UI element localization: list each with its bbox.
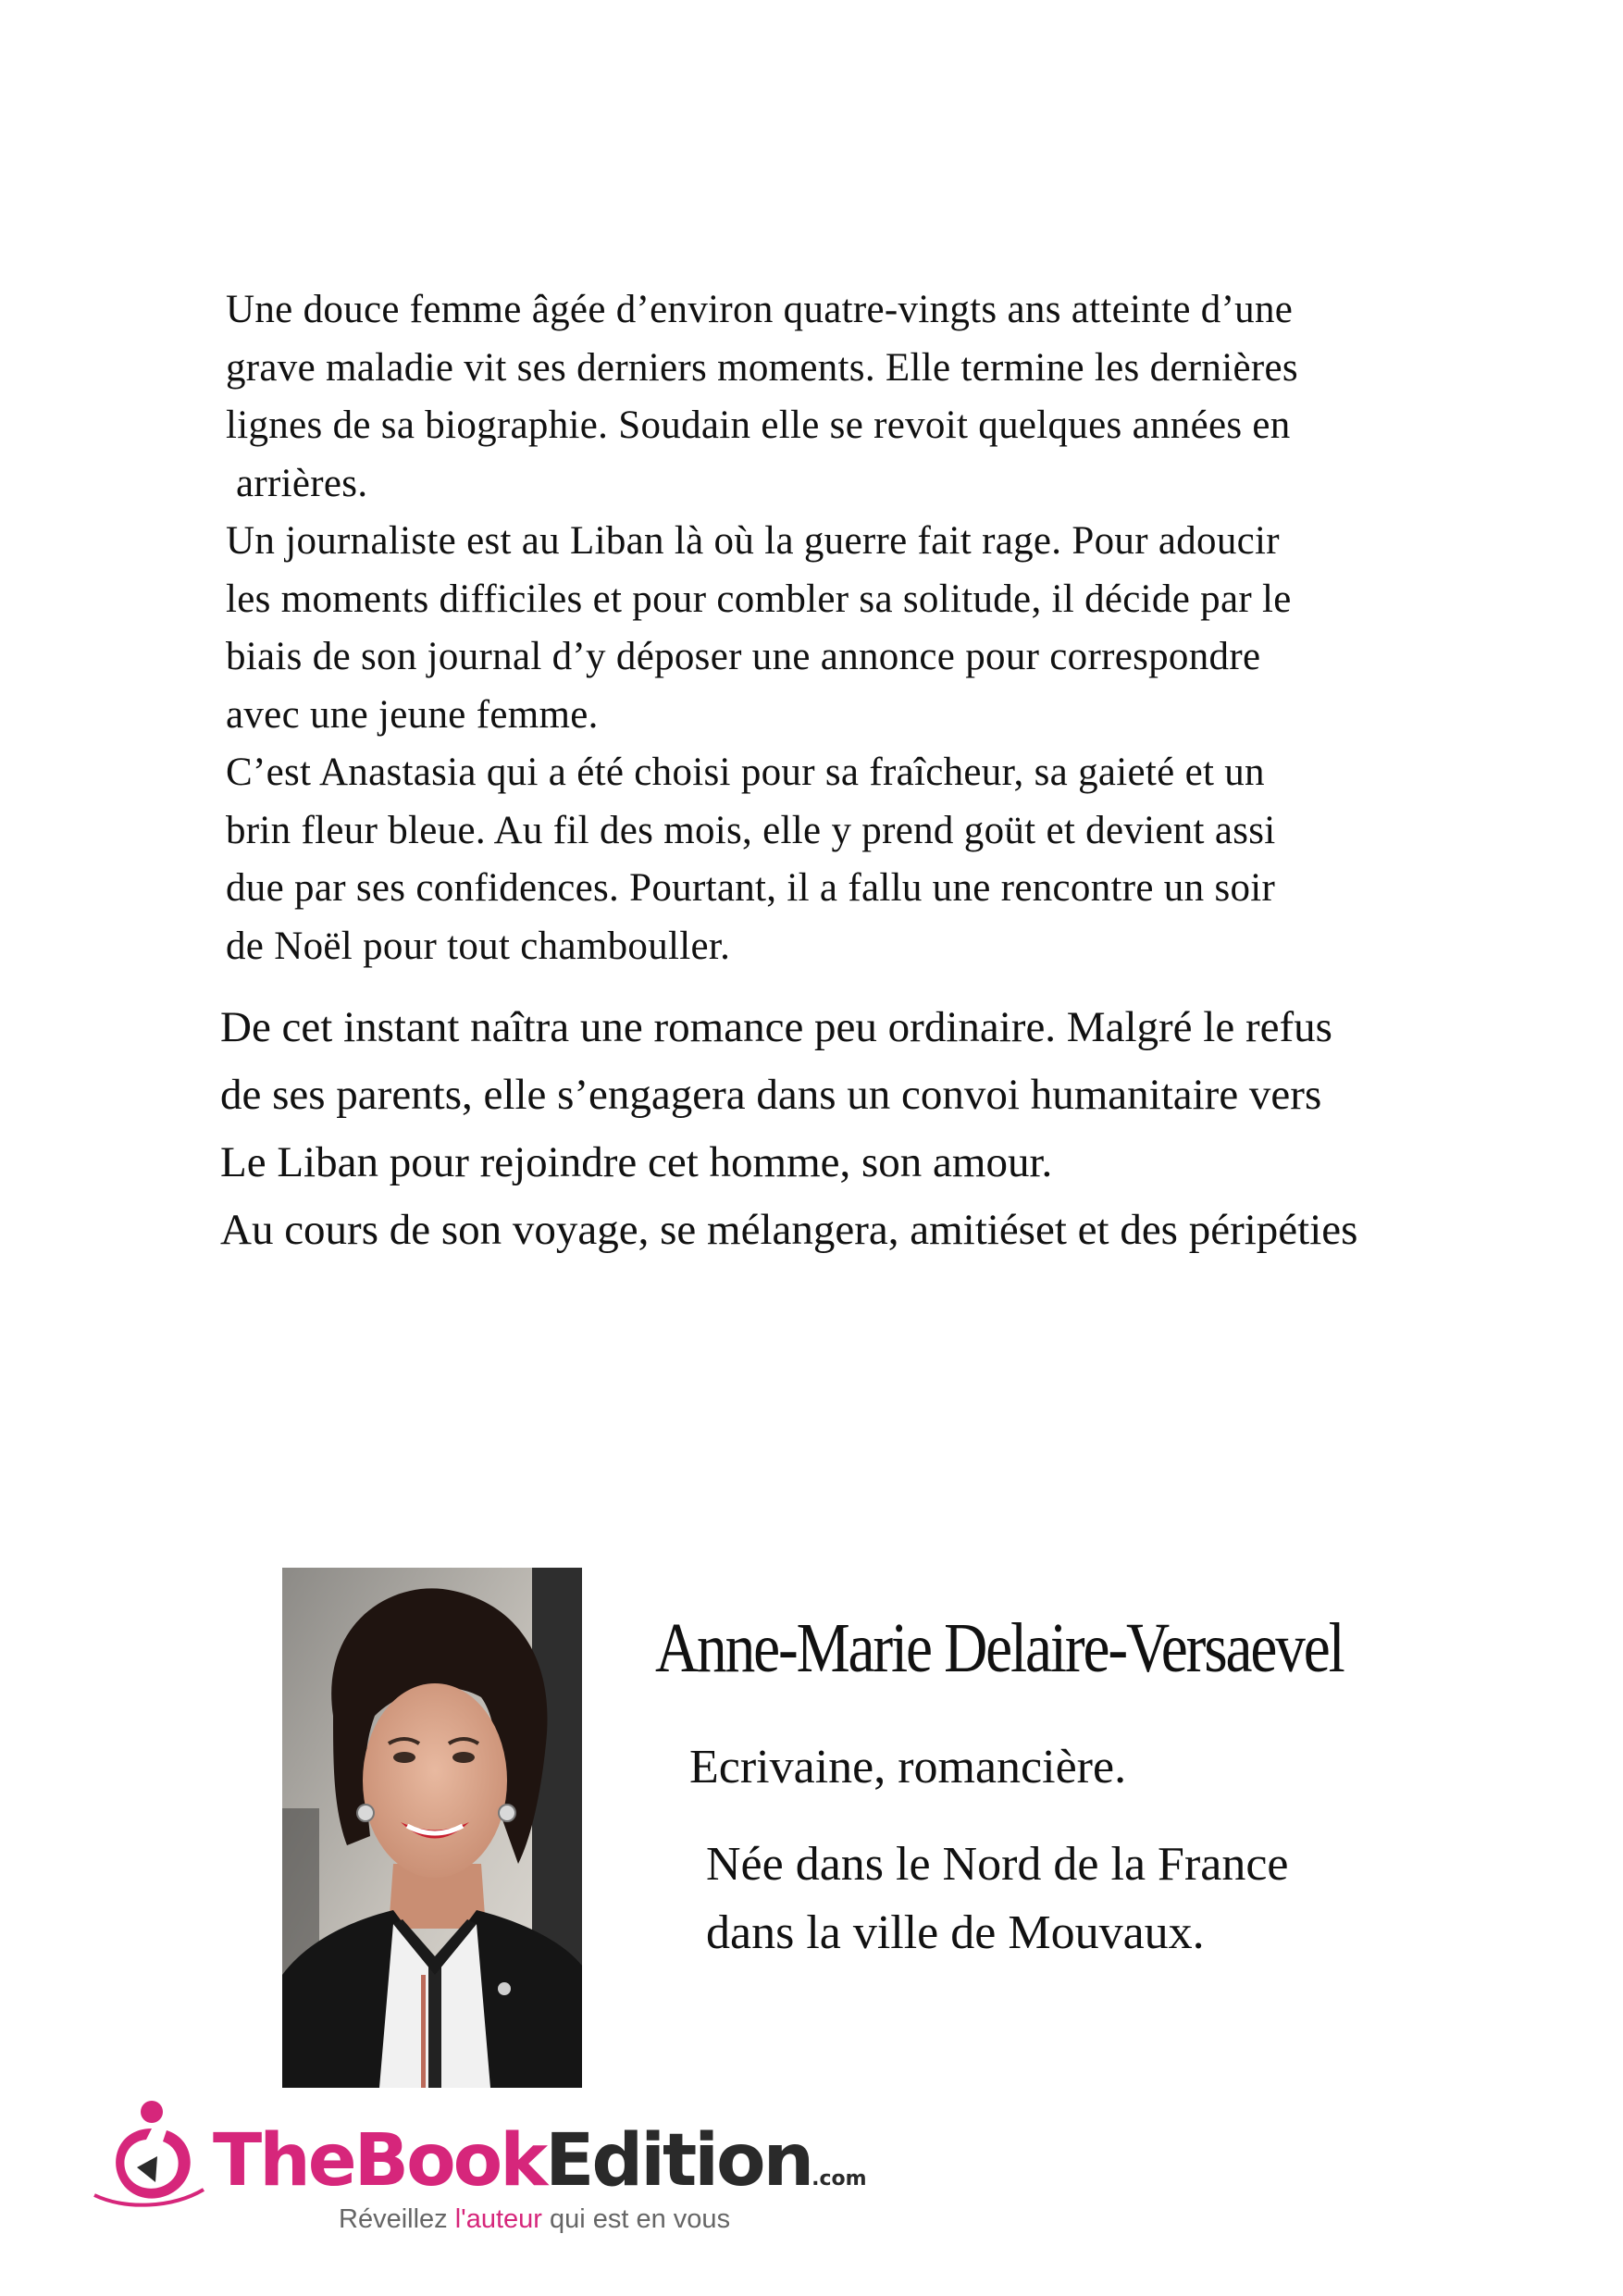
synopsis-line: lignes de sa biographie. Soudain elle se revoit quelques années en <box>226 403 1291 447</box>
author-role: Ecrivaine, romancière. <box>689 1741 1127 1793</box>
synopsis-line: les moments difficiles et pour combler sa solitude, il décide par le <box>226 577 1292 621</box>
author-bio <box>706 1831 1289 1967</box>
synopsis-line: C’est Anastasia qui a été choisi pour sa fraîcheur, sa gaieté et un <box>226 751 1265 794</box>
synopsis-line: Le Liban pour rejoindre cet homme, son amour. <box>220 1138 1053 1186</box>
author-portrait-image <box>282 1568 582 2088</box>
synopsis-line: De cet instant naîtra une romance peu ordinaire. Malgré le refus <box>220 1003 1332 1051</box>
synopsis-line: avec une jeune femme. <box>226 692 599 737</box>
logo-edition: Edition <box>545 2119 812 2203</box>
thebookedition-icon <box>89 2093 209 2214</box>
logo-slogan <box>339 2204 730 2235</box>
slogan-before: Réveillez <box>339 2204 455 2234</box>
synopsis-paragraph-continued <box>220 994 1534 1264</box>
author-bio-line: dans la ville de Mouvaux. <box>706 1906 1205 1959</box>
synopsis-line: Au cours de son voyage, se mélangera, amitiéset et des péripéties <box>220 1206 1358 1254</box>
synopsis-line: brin fleur bleue. Au fil des mois, elle y prend goüt et devient assi <box>226 808 1276 852</box>
author-bio-line: Née dans le Nord de la France <box>706 1838 1289 1891</box>
synopsis-line: arrières. <box>226 461 368 505</box>
logo-com: .com <box>812 2167 867 2191</box>
synopsis-paragraph <box>226 281 1503 975</box>
synopsis-line: grave maladie vit ses derniers moments. Elle termine les dernières <box>226 345 1298 390</box>
synopsis-line: biais de son journal d’y déposer une annonce pour correspondre <box>226 635 1261 678</box>
author-name: Anne-Marie Delaire-Versaevel <box>655 1609 1344 1687</box>
synopsis-line: de Noël pour tout chambouller. <box>226 924 731 968</box>
synopsis-line: due par ses confidences. Pourtant, il a fallu une rencontre un soir <box>226 866 1276 910</box>
logo-wordmark <box>213 2119 867 2203</box>
slogan-after: qui est en vous <box>541 2204 731 2234</box>
publisher-logo <box>89 2093 867 2251</box>
author-photo <box>282 1568 582 2088</box>
logo-the: The <box>213 2119 354 2203</box>
synopsis-line: Un journaliste est au Liban là où la guerre fait rage. Pour adoucir <box>226 519 1280 563</box>
synopsis-line: Une douce femme âgée d’environ quatre-vingts ans atteinte d’une <box>226 288 1294 331</box>
logo-book: Book <box>353 2119 546 2203</box>
slogan-highlight: l'auteur <box>454 2204 542 2234</box>
synopsis-line: de ses parents, elle s’engagera dans un convoi humanitaire vers <box>220 1071 1322 1119</box>
